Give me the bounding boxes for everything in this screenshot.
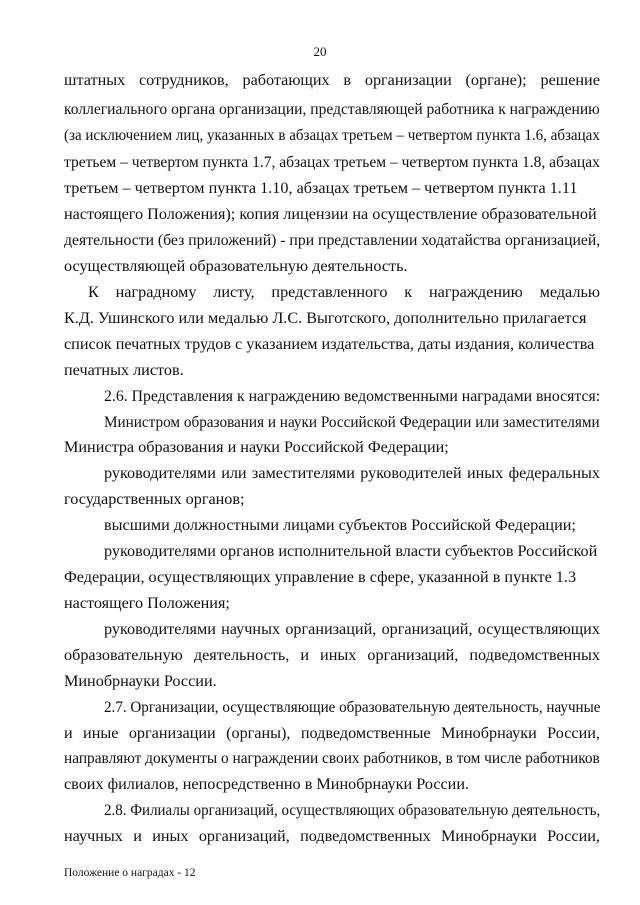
word: руководителями <box>104 620 216 638</box>
word: руководителей <box>360 464 462 482</box>
word: организаций, <box>285 620 377 638</box>
word: организаций, <box>381 620 473 638</box>
word: решение <box>540 71 600 89</box>
text-line: третьем – четвертом пункта 1.10, абзацах третьем – четвертом пункта 1.11 <box>64 179 578 197</box>
word: представленного <box>271 283 388 301</box>
word: осуществляющих <box>477 620 600 638</box>
word: России, <box>547 724 600 742</box>
word: подведомственных <box>300 827 431 845</box>
text-line: настоящего Положения); копия лицензии на осуществление образовательной <box>64 205 597 223</box>
word: награждению <box>428 283 523 301</box>
word: (органе); <box>465 71 527 89</box>
word: федеральных <box>508 464 600 482</box>
text-line: своих филиалов, непосредственно в Минобрнауки России. <box>64 775 470 793</box>
text-line: (за исключением лиц, указанных в абзацах третьем – четвертом пункта 1.6, абзацах <box>64 126 600 144</box>
word: организаций, <box>198 827 290 845</box>
page-number: 20 <box>313 44 327 59</box>
text-line <box>64 723 600 743</box>
text-line <box>104 463 600 483</box>
text-line: печатных листов. <box>64 361 184 379</box>
word: России, <box>547 827 600 845</box>
word: и <box>300 646 309 664</box>
word: организации <box>364 71 452 89</box>
text-line: 2.7. Организации, осуществляющие образовательную деятельность, научные <box>104 698 601 716</box>
word: организаций, <box>367 646 459 664</box>
text-line: Минобрнауки России. <box>64 672 217 690</box>
word: Минобрнауки <box>440 724 537 742</box>
word: подведомственные <box>300 724 431 742</box>
text-line: 2.8. Филиалы организаций, осуществляющих образовательную деятельность, <box>104 801 601 819</box>
text-line: Министра образования и науки Российской Федерации; <box>64 438 449 456</box>
word: иных <box>320 646 357 664</box>
word: и <box>64 724 73 742</box>
word: заместителями <box>251 464 355 482</box>
text-line: третьем – четвертом пункта 1.7, абзацах третьем – четвертом пункта 1.8, абзацах <box>64 153 600 171</box>
word: сотрудников, <box>139 71 229 89</box>
word: в <box>343 71 352 89</box>
word: иных <box>152 827 189 845</box>
word: листу, <box>213 283 255 301</box>
word: к <box>404 283 413 301</box>
word: образовательную <box>64 646 183 664</box>
text-line: настоящего Положения; <box>64 594 230 612</box>
word: (органы), <box>226 724 291 742</box>
text-line: Министром образования и науки Российской Федерации или заместителями <box>104 413 600 431</box>
text-line: государственных органов; <box>64 490 245 508</box>
word: научных <box>64 827 123 845</box>
text-line <box>64 645 600 665</box>
text-line: руководителями органов исполнительной власти субъектов Российской <box>104 542 598 560</box>
word: иных <box>466 464 504 482</box>
word: и <box>133 827 142 845</box>
text-line: К.Д. Ушинского или медалью Л.С. Выготского, дополнительно прилагается <box>64 309 587 327</box>
text-line <box>64 826 600 846</box>
word: Минобрнауки <box>441 827 537 845</box>
page-footer: Положение о наградах - 12 <box>64 867 196 879</box>
word: руководителями <box>104 464 216 482</box>
word: деятельность, <box>193 646 290 664</box>
word: наградному <box>115 283 197 301</box>
word: иные <box>83 724 119 742</box>
word: подведомственных <box>469 646 600 664</box>
word: научных <box>221 620 281 638</box>
text-line <box>88 282 600 302</box>
text-line <box>104 619 600 639</box>
word: организации <box>128 724 216 742</box>
word: медалью <box>539 283 600 301</box>
word: работающих <box>242 71 330 89</box>
word: штатных <box>64 71 126 89</box>
text-line <box>64 70 600 90</box>
text-line: 2.6. Представления к награждению ведомственными наградами вносятся: <box>104 387 601 405</box>
text-line: осуществляющей образовательную деятельность. <box>64 257 408 275</box>
text-line: список печатных трудов с указанием издательства, даты издания, количества <box>64 335 595 353</box>
text-line: высшими должностными лицами субъектов Российской Федерации; <box>104 516 576 534</box>
text-line: Федерации, осуществляющих управление в сфере, указанной в пункте 1.3 <box>64 568 577 586</box>
word: или <box>221 464 247 482</box>
text-line: направляют документы о награждении своих работников, в том числе работников <box>64 749 600 767</box>
text-line: коллегиального органа организации, представляющей работника к награждению <box>64 100 600 118</box>
text-line: деятельности (без приложений) - при представлении ходатайства организацией, <box>64 231 601 249</box>
word: К <box>88 283 99 301</box>
